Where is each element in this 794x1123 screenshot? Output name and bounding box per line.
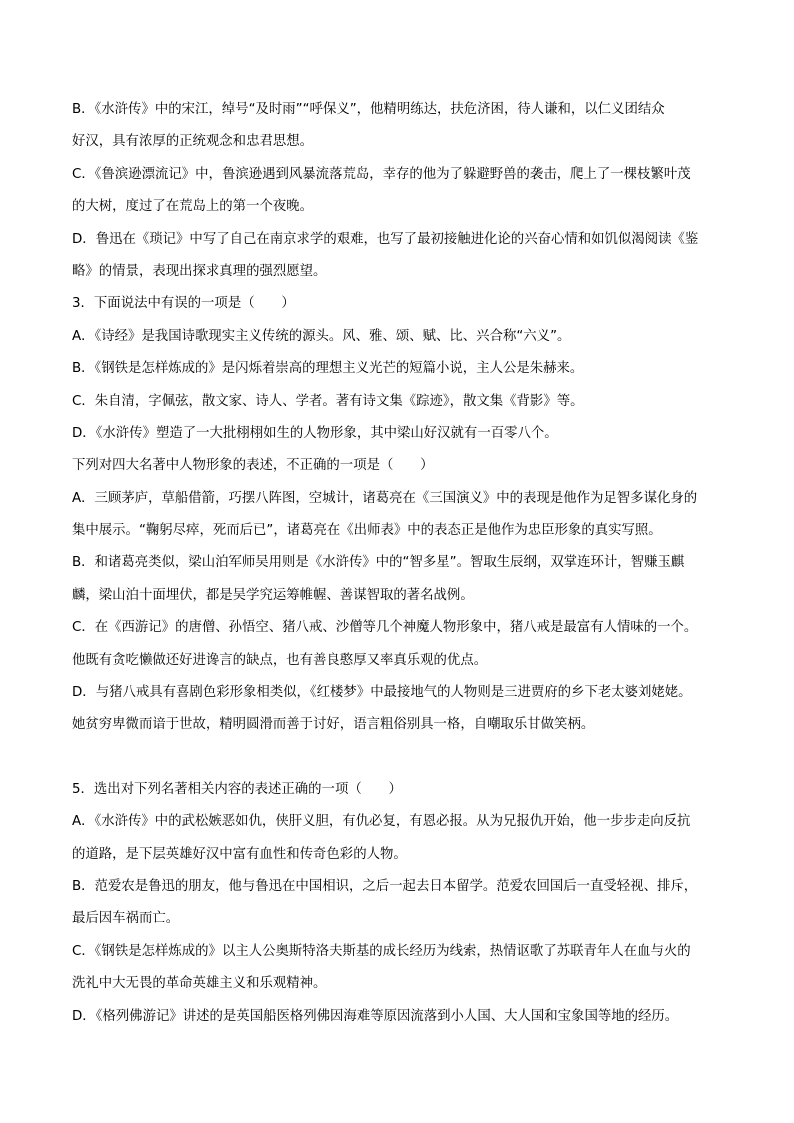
blank-line — [72, 742, 724, 774]
q5-option-a-line-1: A．《水浒传》中的武松嫉恶如仇，侠肝义胆，有仇必复，有恩必报。从为兄报仇开始，他一步步走向反抗 — [72, 814, 691, 830]
document-page — [72, 94, 724, 1033]
q3-option-a: A．《诗经》是我国诗歌现实主义传统的源头。风、雅、颂、赋、比、兴合称“六义”。 — [72, 328, 571, 344]
q5-option-c-line-2: 洗礼中大无畏的革命英雄主义和乐观精神。 — [72, 976, 327, 992]
q5-option-a-line-2: 的道路，是下层英雄好汉中富有血性和传奇色彩的人物。 — [72, 846, 407, 862]
q5-option-d-line-1: D．《格列佛游记》讲述的是英国船医格列佛因海难等原因流落到小人国、大人国和宝象国等地的经历。 — [72, 1008, 679, 1024]
q2-option-c-line-2: 的大树，度过了在荒岛上的第一个夜晚。 — [72, 199, 314, 215]
q5-option-c-line-1: C．《钢铁是怎样炼成的》以主人公奥斯特洛夫斯基的成长经历为线索，热情讴歌了苏联青年人在血与火的 — [72, 943, 691, 959]
q2-option-d-line-2: 略》的情景，表现出探求真理的强烈愿望。 — [72, 263, 327, 279]
q3-option-b: B．《钢铁是怎样炼成的》是闪烁着崇高的理想主义光芒的短篇小说，主人公是朱赫来。 — [72, 361, 584, 377]
q5-option-b-line-1: B．范爱农是鲁迅的朋友，他与鲁迅在中国相识，之后一起去日本留学。范爱农回国后一直受轻视、排斥， — [72, 878, 698, 894]
q5-option-b-line-2: 最后因车祸而亡。 — [72, 911, 180, 927]
q4-option-d-line-2: 她贫穷卑微而谙于世故，精明圆滑而善于讨好，语言粗俗别具一格，自嘲取乐甘做笑柄。 — [72, 717, 595, 733]
q3-option-c: C．朱自清，字佩弦，散文家、诗人、学者。著有诗文集《踪迹》，散文集《背影》等。 — [72, 393, 584, 409]
q2-option-b-line-2: 好汉，具有浓厚的正统观念和忠君思想。 — [72, 134, 314, 150]
q4-option-b-line-1: B．和诸葛亮类似，梁山泊军师吴用则是《水浒传》中的“智多星”。智取生辰纲，双掌连环计，智赚玉麒 — [72, 555, 685, 571]
q4-option-d-line-1: D．与猪八戒具有喜剧色彩形象相类似，《红楼梦》中最接地气的人物则是三进贾府的乡下老太婆刘姥姥。 — [72, 685, 692, 701]
q4-option-c-line-2: 他既有贪吃懒做还好进谗言的缺点，也有善良憨厚又率真乐观的优点。 — [72, 652, 488, 668]
q2-option-b-line-1: B．《水浒传》中的宋江，绰号“及时雨”“呼保义”，他精明练达，扶危济困，待人谦和，以仁义团结众 — [72, 102, 665, 117]
q4-option-a-line-1: A．三顾茅庐，草船借箭，巧摆八阵图，空城计，诸葛亮在《三国演义》中的表现是他作为足智多谋化身的 — [72, 490, 698, 506]
q2-option-d-line-1: D．鲁迅在《琐记》中写了自己在南京求学的艰难，也写了最初接触进化论的兴奋心情和如饥似渴阅读《鉴 — [72, 231, 699, 247]
q4-option-c-line-1: C．在《西游记》的唐僧、孙悟空、猪八戒、沙僧等几个神魔人物形象中，猪八戒是最富有人情味的一个。 — [72, 620, 698, 636]
q3-question: 3．下面说法中有误的一项是（ ） — [72, 296, 295, 312]
q3-option-d: D．《水浒传》塑造了一大批栩栩如生的人物形象，其中梁山好汉就有一百零八个。 — [72, 425, 558, 441]
q5-question: 5．选出对下列名著相关内容的表述正确的一项（ ） — [72, 781, 402, 797]
q4-option-b-line-2: 麟，梁山泊十面埋伏，都是吴学究运筹帷幄、善谋智取的著名战例。 — [72, 587, 474, 603]
q4-question: 下列对四大名著中人物形象的表述，不正确的一项是（ ） — [72, 458, 434, 474]
q2-option-c-line-1: C．《鲁滨逊漂流记》中，鲁滨逊遇到风暴流落荒岛，幸存的他为了躲避野兽的袭击，爬上了一棵枝繁叶茂 — [72, 166, 691, 182]
q4-option-a-line-2: 集中展示。“鞠躬尽瘁，死而后已”，诸葛亮在《出师表》中的表态正是他作为忠臣形象的真实写照。 — [72, 523, 662, 539]
